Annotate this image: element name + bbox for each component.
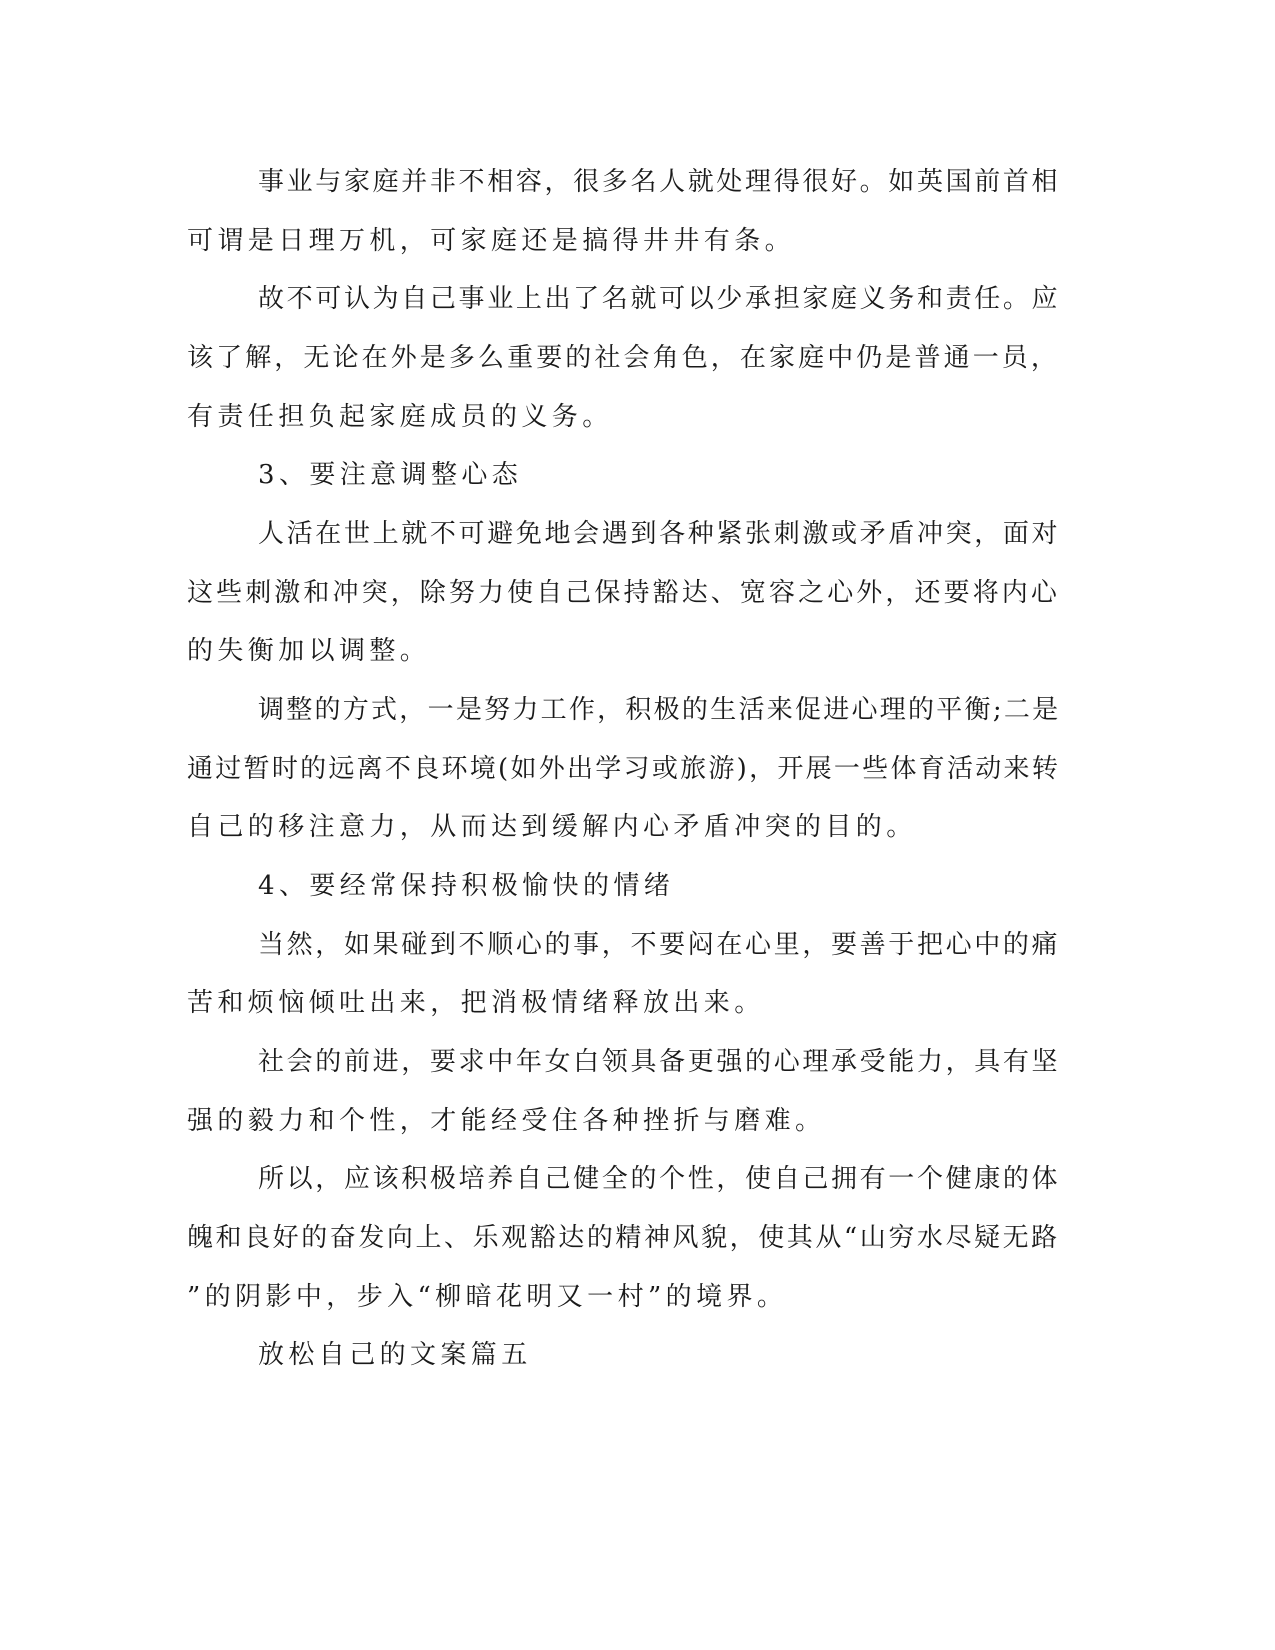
paragraph-7-line-2: 魄和良好的奋发向上、乐观豁达的精神风貌，使其从“山穷水尽疑无路 [187,1223,1060,1253]
paragraph-6-line-1: 社会的前进，要求中年女白领具备更强的心理承受能力，具有坚 [258,1047,1061,1077]
paragraph-4-line-2: 通过暂时的远离不良环境(如外出学习或旅游)，开展一些体育活动来转 [187,754,1061,784]
paragraph-5-line-1: 当然，如果碰到不顺心的事，不要闷在心里，要善于把心中的痛 [258,930,1061,960]
section-heading-4: 4、要经常保持积极愉快的情绪 [258,871,675,901]
paragraph-7-line-1: 所以，应该积极培养自己健全的个性，使自己拥有一个健康的体 [258,1164,1061,1194]
paragraph-6-line-2: 强的毅力和个性，才能经受住各种挫折与磨难。 [187,1106,826,1136]
section-heading-part-five: 放松自己的文案篇五 [258,1340,532,1370]
paragraph-4-line-3: 自己的移注意力，从而达到缓解内心矛盾冲突的目的。 [187,812,917,842]
paragraph-7-line-3: ”的阴影中，步入“柳暗花明又一村”的境界。 [187,1282,788,1312]
paragraph-2-line-3: 有责任担负起家庭成员的义务。 [187,402,613,432]
paragraph-4-line-1: 调整的方式，一是努力工作，积极的生活来促进心理的平衡;二是 [258,695,1061,725]
paragraph-5-line-2: 苦和烦恼倾吐出来，把消极情绪释放出来。 [187,988,765,1018]
paragraph-3-line-1: 人活在世上就不可避免地会遇到各种紧张刺激或矛盾冲突，面对 [258,519,1061,549]
paragraph-2-line-1: 故不可认为自己事业上出了名就可以少承担家庭义务和责任。应 [258,284,1061,314]
paragraph-1-line-2: 可谓是日理万机，可家庭还是搞得井井有条。 [187,226,796,256]
paragraph-1-line-1: 事业与家庭并非不相容，很多名人就处理得很好。如英国前首相 [258,167,1061,197]
paragraph-3-line-2: 这些刺激和冲突，除努力使自己保持豁达、宽容之心外，还要将内心 [187,578,1061,608]
paragraph-3-line-3: 的失衡加以调整。 [187,636,431,666]
paragraph-2-line-2: 该了解，无论在外是多么重要的社会角色，在家庭中仍是普通一员， [187,343,1061,373]
section-heading-3: 3、要注意调整心态 [258,460,523,490]
